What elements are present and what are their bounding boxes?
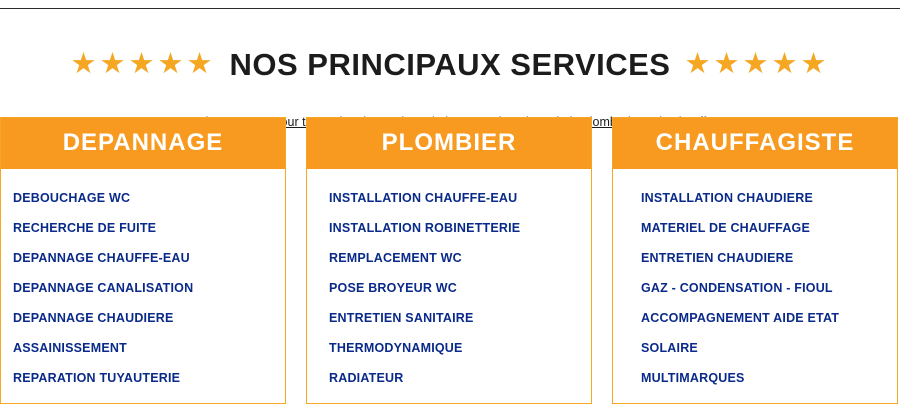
- list-item[interactable]: DEPANNAGE CHAUDIERE: [13, 311, 174, 325]
- list-item[interactable]: DEBOUCHAGE WC: [13, 191, 131, 205]
- card-title-chauffagiste: CHAUFFAGISTE: [613, 118, 897, 169]
- list-item[interactable]: ENTRETIEN CHAUDIERE: [641, 251, 794, 265]
- list-item[interactable]: INSTALLATION ROBINETTERIE: [329, 221, 521, 235]
- list-item[interactable]: ACCOMPAGNEMENT AIDE ETAT: [641, 311, 840, 325]
- list-item[interactable]: POSE BROYEUR WC: [329, 281, 458, 295]
- list-item[interactable]: THERMODYNAMIQUE: [329, 341, 463, 355]
- service-card-depannage: [0, 117, 286, 404]
- stars-right-icon: ★★★★★: [684, 47, 830, 80]
- card-title-plombier: PLOMBIER: [307, 118, 591, 169]
- stars-left-icon: ★★★★★: [70, 47, 216, 80]
- card-body-depannage: [1, 169, 285, 403]
- list-item[interactable]: SOLAIRE: [641, 341, 698, 355]
- top-divider: [0, 8, 900, 9]
- list-item[interactable]: REMPLACEMENT WC: [329, 251, 462, 265]
- list-item[interactable]: INSTALLATION CHAUFFE-EAU: [329, 191, 518, 205]
- service-card-chauffagiste: [612, 117, 898, 404]
- page-subtitle: pour plomberie: [273, 114, 638, 129]
- page-header: [0, 28, 900, 129]
- page-title: NOS PRINCIPAUX SERVICES: [229, 46, 671, 82]
- list-item[interactable]: ASSAINISSEMENT: [13, 341, 127, 355]
- list-item[interactable]: ENTRETIEN SANITAIRE: [329, 311, 474, 325]
- list-item[interactable]: MULTIMARQUES: [641, 371, 745, 385]
- card-body-chauffagiste: [613, 169, 897, 403]
- service-card-plombier: [306, 117, 592, 404]
- list-item[interactable]: GAZ - CONDENSATION - FIOUL: [641, 281, 833, 295]
- list-item[interactable]: DEPANNAGE CHAUFFE-EAU: [13, 251, 190, 265]
- list-item[interactable]: INSTALLATION CHAUDIERE: [641, 191, 813, 205]
- card-body-plombier: [307, 169, 591, 403]
- list-item[interactable]: REPARATION TUYAUTERIE: [13, 371, 181, 385]
- list-item[interactable]: DEPANNAGE CANALISATION: [13, 281, 194, 295]
- list-item[interactable]: MATERIEL DE CHAUFFAGE: [641, 221, 811, 235]
- service-cards: [0, 114, 900, 404]
- list-item[interactable]: RADIATEUR: [329, 371, 404, 385]
- title-row: [0, 28, 900, 101]
- list-item[interactable]: RECHERCHE DE FUITE: [13, 221, 157, 235]
- card-title-depannage: DEPANNAGE: [1, 118, 285, 169]
